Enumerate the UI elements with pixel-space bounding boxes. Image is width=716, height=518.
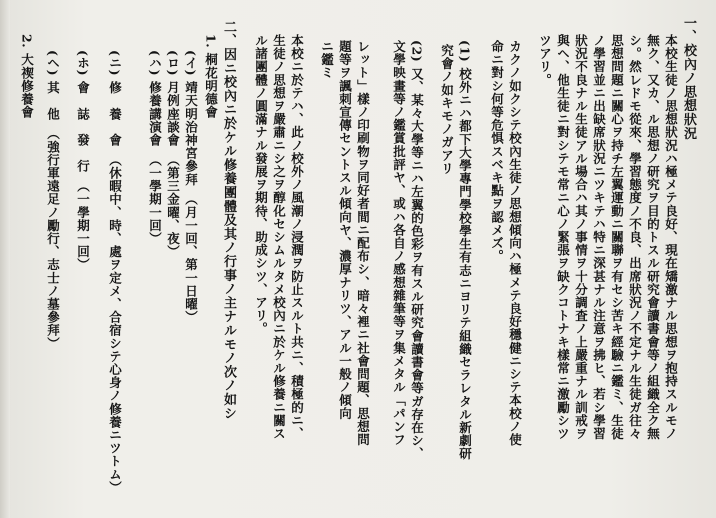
text-column: シ。然レドモ從來、學習態度ノ不良、出席狀況ノ不定ナル生徒ガ往々 xyxy=(627,34,643,441)
text-column: 與ヘ、他生徒ニ對シテモ常ニ心ノ緊張ヲ缺クコトナキ樣常ニ激勵シツ xyxy=(555,34,571,441)
activity-item: (ハ) 修養講演會 （一學期一回） xyxy=(147,50,163,246)
text-column: 無ク、又カ、ル思想ノ研究ヲ目的トスル研究會讀書會等ノ組織全ク無 xyxy=(645,34,661,441)
list-item-1: (1) 校外ニハ都下大學專門學校學生有志ニヨリテ組織セラレタル新劇研 xyxy=(457,40,473,461)
page-spine-shadow xyxy=(0,0,10,518)
text-column: レット」樣ノ印刷物ヲ同好者間ニ配布シ、暗々裡ニ社會問題、思想問 xyxy=(355,40,371,447)
text-column: 生徒ノ思想ヲ嚴肅ニシ之ヲ醇化セシムルタメ校內ニ於ケル修養ニ關ス xyxy=(271,34,287,441)
organization-heading: 1. 桐花明德會 xyxy=(203,34,219,119)
text-column: ノ學習並ニ出缺席狀況ニツキテハ特ニ深甚ナル注意ヲ拂ヒ、若シ學習 xyxy=(591,34,607,441)
organization-heading: 2. 大禊修養會 xyxy=(19,34,35,119)
text-column: 狀況不良ナル生徒アル場合ハ其ノ事情ヲ十分調査ノ上嚴重ナル訓戒ヲ xyxy=(573,34,589,441)
text-column: ニ鑑ミ xyxy=(319,40,335,80)
text-column: 本校生徒ノ思想狀況ハ極メテ良好、現在矯激ナル思想ヲ抱持スルモノ xyxy=(663,34,679,441)
activity-item: (ロ) 月例座談會 （第三金曜、夜） xyxy=(165,50,181,259)
activity-item: (イ) 靖天明治神宮參拜 （月一回、第一日曜） xyxy=(183,50,199,324)
text-column: ツアリ。 xyxy=(537,34,553,87)
text-column: 命ニ對シ何等危惧スベキ點ヲ認メズ。 xyxy=(489,40,505,263)
section-heading-2: 二、因ニ校內ニ於ケル修養團體及其ノ行事ノ主ナルモノ次ノ如シ xyxy=(221,20,236,421)
section-heading-1: 一、校內ノ思想狀況 xyxy=(681,16,696,141)
text-column: カクノ如クシテ校內生徒ノ思想傾向ハ極メテ良好穩健ニシテ本校ノ使 xyxy=(507,40,523,447)
activity-item: (ヘ) 其 他 （強行軍遠足ノ勵行、志士ノ墓參拜） xyxy=(45,50,61,350)
text-column: 究會ノ如キモノガアリ xyxy=(439,44,455,175)
text-column: 本校ニ於テハ、此ノ校外ノ風潮ノ浸潤ヲ防止スルト共ニ、積極的ニ、 xyxy=(289,34,305,441)
list-item-2: (2) 又、某々大學等ニハ左翼的色彩ヲ有スル研究會讀書會等ガ存在シ、 xyxy=(409,40,425,461)
activity-item: (ホ) 會 誌 發 行 （一學期一回） xyxy=(75,50,91,272)
text-column: 思想問題ニ關心ヲ持チ左翼運動ニ關聯ヲ有セシ苦キ經驗ニ鑑ミ、生徒 xyxy=(609,34,625,441)
activity-item: (ニ) 修 養 會 （休暇中、時、處ヲ定メ、合宿シテ心身ノ修養ニツトム） xyxy=(107,50,123,495)
text-column: ル諸團體ノ圓滿ナル發展ヲ期待、助成シツ、アリ。 xyxy=(253,34,269,336)
text-column: 文學映畫等ノ鑑賞批評ヤ、或ハ各自ノ感想雜筆等ヲ集メタル「パンフ xyxy=(391,40,407,447)
text-column: 題等ヲ諷刺宣傳セントスル傾向ヤ、濃厚ナリツ、アル一般ノ傾向 xyxy=(337,40,353,420)
